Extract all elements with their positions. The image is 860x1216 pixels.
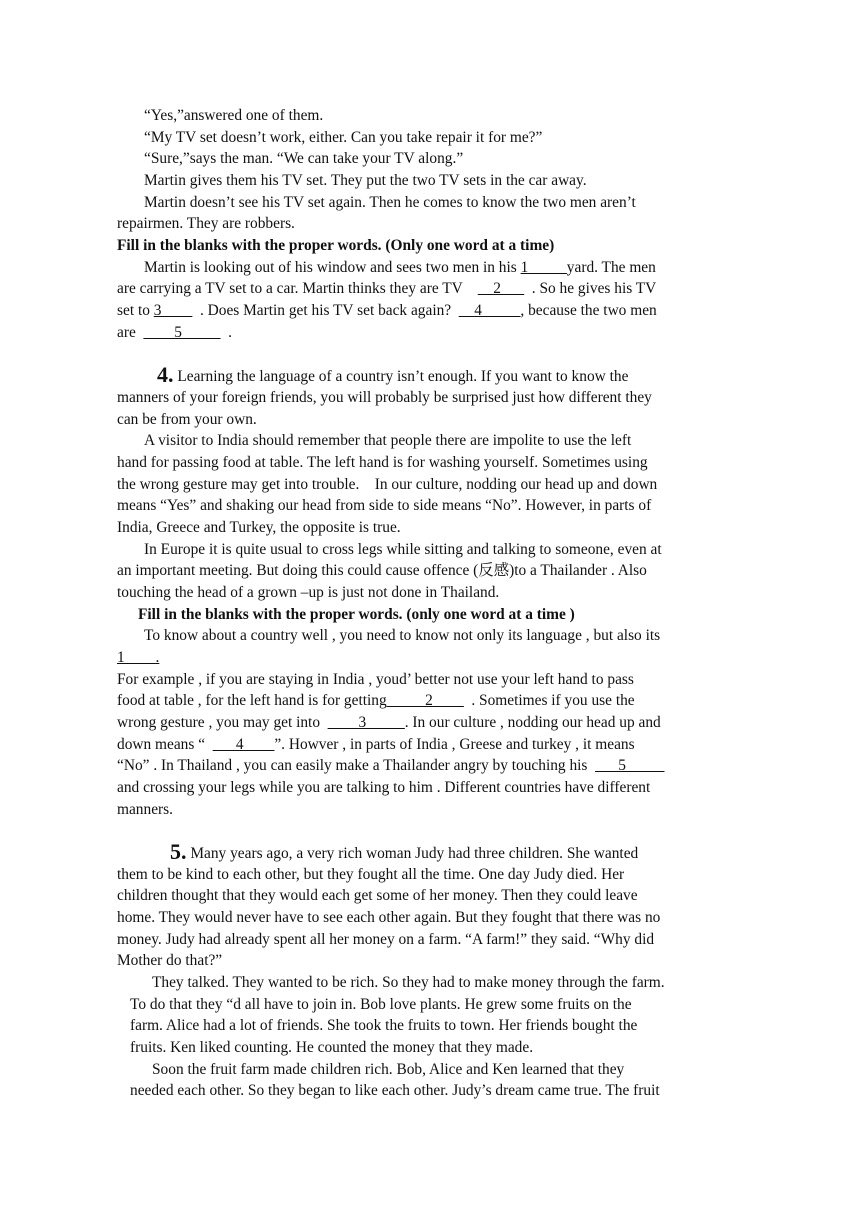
blank-3[interactable]: 3____ xyxy=(153,302,193,319)
text-line: hand for passing food at table. The left hand is for washing yourself. Sometimes using xyxy=(117,454,648,471)
task-instruction: Fill in the blanks with the proper words. (only one word at a time ) xyxy=(138,606,575,623)
text-line: They talked. They wanted to be rich. So they had to make money through the farm. xyxy=(152,974,665,991)
dialogue-line: “Yes,”answered one of them. xyxy=(144,107,324,124)
task-line: manners. xyxy=(117,801,173,818)
blank-2[interactable]: _____2____ xyxy=(386,692,464,709)
text-line: money. Judy had already spent all her money on a farm. “A farm!” they said. “Why did xyxy=(117,931,655,948)
task-instruction: Fill in the blanks with the proper words. (Only one word at a time) xyxy=(117,237,555,254)
text-line: the wrong gesture may get into trouble. In our culture, nodding our head up and down xyxy=(117,476,658,493)
passage-number: 5. xyxy=(170,839,187,864)
task-line: Martin is looking out of his window and sees two men in his 1_____yard. The men xyxy=(144,259,656,276)
text-line: children thought that they would each get some of her money. Then they could leave xyxy=(117,887,638,904)
dialogue-line: Martin gives them his TV set. They put the two TV sets in the car away. xyxy=(144,172,587,189)
passage-number: 4. xyxy=(157,362,174,387)
dialogue-line: “My TV set doesn’t work, either. Can you take repair it for me?” xyxy=(144,129,543,146)
blank-2[interactable]: __2___ xyxy=(477,280,525,297)
text-line: can be from your own. xyxy=(117,411,257,428)
text-line: fruits. Ken liked counting. He counted the money that they made. xyxy=(130,1039,534,1056)
text-line: In Europe it is quite usual to cross legs while sitting and talking to someone, even at xyxy=(144,541,662,558)
text-line: To do that they “d all have to join in. Bob love plants. He grew some fruits on the xyxy=(130,996,632,1013)
blank-1[interactable]: 1_____ xyxy=(520,259,567,276)
task-line: To know about a country well , you need to know not only its language , but also its xyxy=(144,627,664,644)
task-line: are carrying a TV set to a car. Martin thinks they are TV __2___ . So he gives his TV xyxy=(117,280,657,297)
task-line: For example , if you are staying in India , youd’ better not use your left hand to pass xyxy=(117,671,634,688)
blank-3[interactable]: ____3_____ xyxy=(327,714,405,731)
dialogue-line: “Sure,”says the man. “We can take your TV along.” xyxy=(144,150,464,167)
task-line: food at table , for the left hand is for getting_____2____ . Sometimes if you use the xyxy=(117,692,635,709)
blank-4[interactable]: ___4____ xyxy=(212,736,275,753)
text-line: Soon the fruit farm made children rich. Bob, Alice and Ken learned that they xyxy=(152,1061,625,1078)
task-line: wrong gesture , you may get into ____3_____. In our culture , nodding our head up and xyxy=(117,714,661,731)
task-line: “No” . In Thailand , you can easily make a Thailander angry by touching his ___5_____ xyxy=(117,757,665,774)
dialogue-line: repairmen. They are robbers. xyxy=(117,215,295,232)
text-line: means “Yes” and shaking our head from side to side means “No”. However, in parts of xyxy=(117,497,652,514)
blank-4[interactable]: __4_____ xyxy=(458,302,521,319)
blank-5[interactable]: ____5_____ xyxy=(143,324,221,341)
task-line: down means “ ___4____”. Howver , in parts of India , Greese and turkey , it means xyxy=(117,736,635,753)
task-line: are ____5_____ . xyxy=(117,324,232,341)
text-line: Mother do that?” xyxy=(117,952,223,969)
task-line: and crossing your legs while you are talking to him . Different countries have different xyxy=(117,779,651,796)
text-line: home. They would never have to see each other again. But they fought that there was no xyxy=(117,909,661,926)
text-line: them to be kind to each other, but they fought all the time. One day Judy died. Her xyxy=(117,866,625,883)
text-line: A visitor to India should remember that people there are impolite to use the left xyxy=(144,432,632,449)
dialogue-line: Martin doesn’t see his TV set again. Then he comes to know the two men aren’t xyxy=(144,194,636,211)
task-line: set to 3____ . Does Martin get his TV set back again? __4_____, because the two men xyxy=(117,302,657,319)
text-line: an important meeting. But doing this could cause offence (反感)to a Thailander . Also xyxy=(117,562,647,579)
text-line: manners of your foreign friends, you will probably be surprised just how different they xyxy=(117,389,652,406)
text-line: India, Greece and Turkey, the opposite is true. xyxy=(117,519,401,536)
text-line: needed each other. So they began to like each other. Judy’s dream came true. The fruit xyxy=(130,1082,660,1099)
blank-1[interactable]: 1____. xyxy=(117,649,160,666)
passage-4-first-line: 4. Learning the language of a country isn’t enough. If you want to know the xyxy=(157,362,629,387)
passage-5-first-line: 5. Many years ago, a very rich woman Judy had three children. She wanted xyxy=(170,839,639,864)
blank-5[interactable]: ___5_____ xyxy=(595,757,665,774)
text-line: farm. Alice had a lot of friends. She took the fruits to town. Her friends bought the xyxy=(130,1017,638,1034)
text-line: touching the head of a grown –up is just not done in Thailand. xyxy=(117,584,500,601)
